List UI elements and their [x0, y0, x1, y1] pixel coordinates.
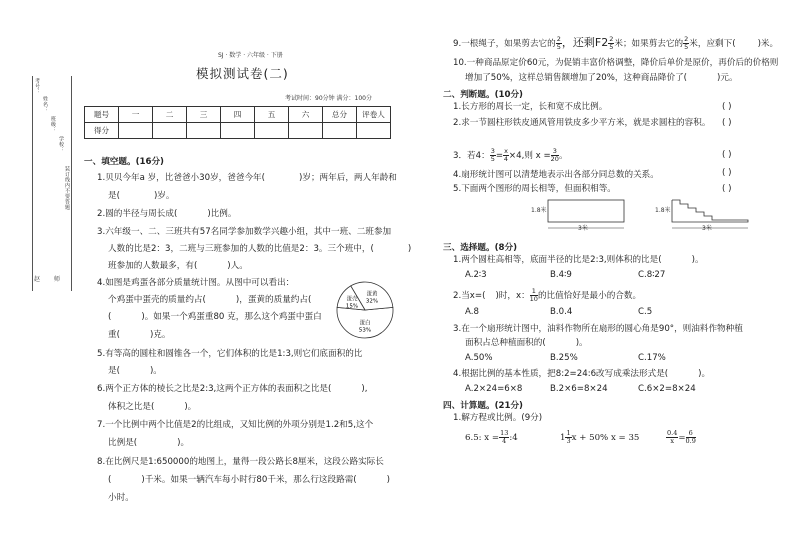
choice-4: 4.根据比例的基本性质，把8:2=24:6改写成乘法形式是( )。 — [453, 369, 711, 379]
choice-2-option-a[interactable]: A.8 — [465, 307, 479, 317]
binding-strip — [30, 76, 72, 296]
judge-4-answer[interactable]: ( ) — [722, 168, 732, 178]
question-3-line-2: 人数的比是2：3，二班与三班参加的人数的比值是2：3。三个班中，( ) — [108, 244, 412, 254]
judge-4: 4.扇形统计图可以清楚地表示出各部分同总数的关系。 — [453, 170, 659, 180]
pie-slice-percent: 53% — [358, 327, 372, 334]
fraction: $\frac{2}{5}$ — [556, 35, 561, 51]
question-8-line-1: 8.在比例尺是1:650000的地图上，量得一段公路长8厘米，这段公路实际长 — [97, 457, 384, 467]
score-header-cell: 评卷人 — [357, 107, 391, 123]
fraction: $\frac{6}{0.9}$ — [685, 429, 696, 445]
score-value-row — [85, 123, 391, 139]
judge-5: 5.下面两个图形的周长相等，但面积相等。 — [453, 184, 616, 194]
score-cell[interactable] — [357, 123, 391, 139]
calc-1-title: 1.解方程或比例。(9分) — [453, 413, 543, 423]
judge-1: 1.长方形的周长一定，长和宽不成比例。 — [453, 102, 608, 112]
fraction: $\frac{2}{5}$ — [609, 35, 614, 51]
question-4-line-2: 个鸡蛋中蛋壳的质量约占( )，蛋黄的质量约占( — [108, 295, 312, 305]
question-8-line-3: 小时。 — [108, 493, 134, 503]
fraction: $\frac{x}{4}$ — [503, 147, 509, 163]
question-5-line-1: 5.有等高的圆柱和圆锥各一个，它们体积的比是1:3,则它们底面积的比 — [97, 349, 363, 359]
binding-col-3: 班级： — [50, 116, 56, 133]
question-10-line-2: 增加了50%，这样总销售额增加了20%，这种商品降价了( )元。 — [465, 73, 738, 83]
choice-3-line-2: 面积占总种植面积的( )。 — [465, 338, 588, 348]
question-7-line-2: 比例是( )。 — [108, 438, 190, 448]
question-4-line-1: 4.如图是鸡蛋各部分质量统计图。从图中可以看出： — [97, 278, 295, 288]
question-1-line-2: 是( )岁。 — [108, 191, 175, 201]
score-cell[interactable] — [323, 123, 357, 139]
score-cell[interactable] — [187, 123, 221, 139]
question-10-line-1: 10.一种商品原定价60元，为促销丰富价格调整，降价后单价是原价，再价后的价格则 — [453, 58, 779, 68]
question-8-line-2: ( )千米。如果一辆汽车每小时行80千米，那么行这段路需( ) — [108, 475, 391, 485]
question-9: 9.一根绳子，如果剪去它的 $\frac{2}{5}$ ，还剩F2 $\frac{2}{5}$ 米；如果剪去它的 $\frac{2}{5}$ 米，应剩下( )米。 — [453, 35, 779, 51]
choice-4-option-a[interactable]: A.2×24=6×8 — [465, 384, 523, 394]
section-calculation: 四、计算题。(21分) — [443, 401, 523, 411]
binding-col-2: 姓名： — [42, 96, 48, 113]
binding-left-b: 师 — [54, 276, 61, 283]
question-7-line-1: 7.一个比例中两个比值是2的比组成，又知比例的外项分别是1.2和5,这个 — [97, 420, 374, 430]
score-table — [84, 106, 391, 139]
question-4-line-3: ( )。如果一个鸡蛋重80 克，那么这个鸡蛋中蛋白 — [108, 312, 322, 322]
score-header-cell: 题号 — [85, 107, 119, 123]
equation-1: 6.5: x = $\frac{13}{4}$ :4 — [465, 429, 518, 445]
binding-col-1: 考号： — [34, 78, 40, 95]
score-row-label: 得分 — [85, 123, 119, 139]
choice-1-option-b[interactable]: B.4∶9 — [550, 270, 572, 280]
choice-1: 1.两个圆柱高相等，底面半径的比是2:3,则体积的比是( )。 — [453, 255, 704, 265]
figure-rect-height-label: 1.8米 — [531, 207, 547, 214]
question-3-line-1: 3.六年级一、二、三班共有57名同学参加数学兴趣小组，其中一班、二班参加 — [97, 227, 392, 237]
fraction: $\frac{3}{5}$ — [490, 147, 495, 163]
subject-line: SJ · 数学 · 六年级 · 下册 — [218, 52, 283, 59]
score-header-cell: 总分 — [323, 107, 357, 123]
choice-4-option-b[interactable]: B.2×6=8×24 — [550, 384, 608, 394]
score-header-row — [85, 107, 391, 123]
section-judge: 二、判断题。(10分) — [443, 90, 523, 100]
question-4-line-4: 重( )克。 — [108, 330, 171, 340]
judge-3: 3．若4： $\frac{3}{5}$ = $\frac{x}{4}$ ×4,则 x = $\frac{3}{20}$ 。 — [453, 147, 568, 163]
question-2: 2.圆的半径与周长成( )比例。 — [97, 209, 237, 219]
score-header-cell: 二 — [153, 107, 187, 123]
question-1-line-1: 1.贝贝今年a 岁，比爸爸小30岁，爸爸今年( )岁；两年后，两人年龄和 — [97, 173, 397, 183]
figure-rect-width-label: 3米 — [578, 225, 588, 232]
fraction: $\frac{0.4}{x}$ — [667, 429, 678, 445]
score-header-cell: 五 — [255, 107, 289, 123]
question-5-line-2: 是( )。 — [108, 366, 162, 376]
section-fill-in: 一、填空题。(16分) — [84, 157, 164, 167]
rectangle-shape — [548, 200, 624, 222]
section-choice: 三、选择题。(8分) — [443, 243, 517, 253]
judge-1-answer[interactable]: ( ) — [722, 102, 732, 112]
score-header-cell: 四 — [221, 107, 255, 123]
choice-2-option-b[interactable]: B.0.4 — [550, 307, 573, 317]
time-info: 考试时间：90分钟 满分：100分 — [285, 95, 372, 102]
binding-col-4: 学校： — [58, 136, 64, 153]
fraction: $\frac{1}{10}$ — [529, 287, 538, 303]
page-title: 模拟测试卷(二) — [196, 66, 289, 81]
equation-3: $\frac{0.4}{x}$ = $\frac{6}{0.9}$ — [667, 429, 696, 445]
choice-1-option-c[interactable]: C.8∶27 — [638, 270, 666, 280]
fraction: $\frac{1}{3}$ — [566, 429, 571, 445]
figure-stair-width-label: 3米 — [702, 225, 712, 232]
judge-5-answer[interactable]: ( ) — [722, 184, 732, 194]
question-6-line-1: 6.两个正方体的棱长之比是2:3,这两个正方体的表面积之比是( ), — [97, 384, 368, 394]
score-cell[interactable] — [255, 123, 289, 139]
pie-slice-percent: 15% — [345, 303, 359, 310]
egg-pie-chart — [334, 279, 396, 341]
score-header-cell: 三 — [187, 107, 221, 123]
binding-left-a: 赵 — [34, 276, 41, 283]
pie-slice-percent: 32% — [365, 298, 379, 305]
score-cell[interactable] — [153, 123, 187, 139]
judge-2: 2.求一节圆柱形铁皮通风管用铁皮多少平方米，就是求圆柱的容积。 — [453, 118, 711, 128]
equation-2: 1 $\frac{1}{3}$ x + 50% x = 35 — [560, 429, 640, 445]
choice-3-option-c[interactable]: C.17% — [638, 353, 666, 363]
choice-4-option-c[interactable]: C.6×2=8×24 — [638, 384, 696, 394]
choice-3-option-a[interactable]: A.50% — [465, 353, 493, 363]
choice-2: 2.当x=( )时，x： $\frac{1}{10}$ 的比值恰好是最小的合数。 — [453, 287, 642, 303]
fraction: $\frac{13}{4}$ — [500, 429, 509, 445]
judge-2-answer[interactable]: ( ) — [722, 118, 732, 128]
choice-1-option-a[interactable]: A.2∶3 — [465, 270, 487, 280]
score-cell[interactable] — [289, 123, 323, 139]
pie-slice-label: 蛋黄 — [366, 291, 378, 298]
staircase-shape — [672, 200, 748, 222]
question-6-line-2: 体积之比是( )。 — [108, 402, 197, 412]
score-header-cell: 一 — [119, 107, 153, 123]
score-cell[interactable] — [119, 123, 153, 139]
score-header-cell: 六 — [289, 107, 323, 123]
binding-note: 装订线内不要答题 — [64, 166, 70, 210]
score-cell[interactable] — [221, 123, 255, 139]
fraction: $\frac{3}{20}$ — [550, 147, 559, 163]
pie-slice-label: 蛋壳 — [346, 296, 358, 303]
choice-3-line-1: 3.在一个扇形统计图中，油料作物所在扇形的圆心角是90°，则油料作物种植 — [453, 324, 743, 334]
fraction: $\frac{2}{5}$ — [684, 35, 689, 51]
judge-3-answer[interactable]: ( ) — [722, 150, 732, 160]
figure-stair-height-label: 1.8米 — [655, 207, 671, 214]
pie-slice-label: 蛋白 — [359, 320, 371, 327]
choice-3-option-b[interactable]: B.25% — [550, 353, 578, 363]
question-3-line-3: 班参加的人数最多，有( )人。 — [108, 261, 248, 271]
choice-2-option-c[interactable]: C.5 — [638, 307, 653, 317]
